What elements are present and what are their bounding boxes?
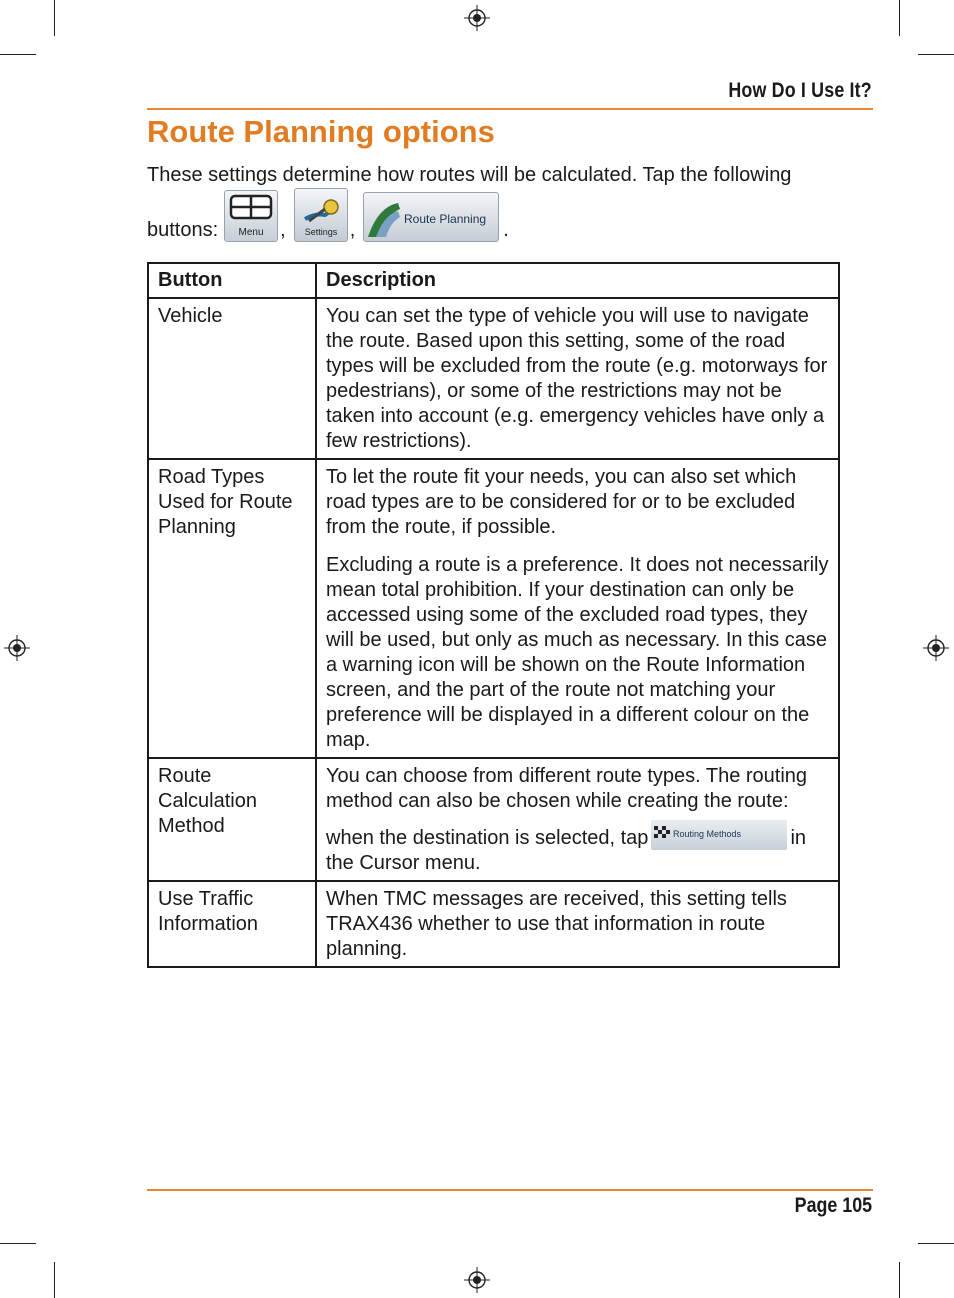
crop-mark: [918, 54, 954, 55]
chapter-title: How Do I Use It?: [728, 79, 872, 102]
column-header-button: Button: [148, 263, 316, 298]
crop-mark: [899, 1262, 900, 1298]
checkered-flag-icon: [651, 820, 787, 850]
buttons-line: [147, 188, 509, 242]
table-row: [148, 881, 839, 967]
option-name: Route Calculation Method: [148, 758, 316, 881]
section-title: Route Planning options: [147, 114, 495, 149]
menu-button-label: Menu: [238, 227, 264, 238]
desc-post: in the Cursor menu.: [326, 827, 807, 874]
menu-icon: [225, 191, 277, 241]
registration-mark-icon: [464, 5, 490, 31]
buttons-prefix: buttons:: [147, 219, 219, 241]
registration-mark-icon: [4, 635, 30, 661]
description-paragraph: When TMC messages are received, this setting tells TRAX436 whether to use that information in route planning.: [326, 888, 787, 960]
table-header-row: [148, 263, 839, 298]
option-description: [316, 298, 839, 459]
crop-mark: [54, 1262, 55, 1298]
column-header-description: Description: [316, 263, 839, 298]
option-description: [316, 881, 839, 967]
table-row: [148, 298, 839, 459]
registration-mark-icon: [464, 1267, 490, 1293]
description-paragraph: Excluding a route is a preference. It does not necessarily mean total prohibition. If your destination can only be accessed using some of the excluded road types, they will be used, but only as much as necessary. In this case a warning icon will be shown on the Route Information screen, and the part of the route not matching your preference will be displayed in a different colour on the map.: [326, 554, 829, 751]
table-row: [148, 459, 839, 758]
description-paragraph: To let the route fit your needs, you can also set which road types are to be considered for or to be excluded from the route, if possible.: [326, 466, 797, 538]
crop-mark: [0, 1243, 36, 1244]
menu-button[interactable]: [224, 190, 278, 242]
description-paragraph: You can choose from different route types. The routing method can also be chosen while creating the route:: [326, 765, 808, 812]
route-planning-button-label: Route Planning: [404, 212, 487, 226]
settings-button[interactable]: [294, 188, 348, 242]
footer-rule: [147, 1189, 873, 1191]
crop-mark: [0, 54, 36, 55]
option-name: Vehicle: [148, 298, 316, 459]
page-number: Page 105: [794, 1194, 872, 1217]
option-name: Road Types Used for Route Planning: [148, 459, 316, 758]
table-row: [148, 758, 839, 881]
separator: ,: [280, 219, 286, 241]
route-planning-button[interactable]: [363, 192, 499, 242]
crop-mark: [54, 0, 55, 36]
sentence-end: .: [503, 219, 509, 241]
separator: ,: [349, 219, 356, 241]
option-description: [316, 758, 839, 881]
option-name: Use Traffic Information: [148, 881, 316, 967]
description-paragraph: [326, 820, 829, 876]
option-description: [316, 459, 839, 758]
crop-mark: [918, 1243, 954, 1244]
settings-button-label: Settings: [304, 227, 337, 237]
description-paragraph: You can set the type of vehicle you will use to navigate the route. Based upon this setting, some of the road types will be excluded from the route (e.g. motorways for pedestrians), or some of the restrictions may not be taken into account (e.g. emergency vehicles have only a few restrictions).: [326, 305, 828, 452]
registration-mark-icon: [923, 635, 949, 661]
routing-methods-label: Routing Methods: [673, 829, 742, 839]
settings-icon: [295, 189, 347, 241]
intro-text: These settings determine how routes will be calculated. Tap the following: [147, 164, 792, 186]
routing-methods-button[interactable]: [651, 820, 787, 850]
route-planning-icon: [364, 193, 498, 241]
options-table: [147, 262, 840, 968]
desc-pre: when the destination is selected, tap: [326, 827, 649, 849]
header-rule: [147, 108, 873, 110]
crop-mark: [899, 0, 900, 36]
